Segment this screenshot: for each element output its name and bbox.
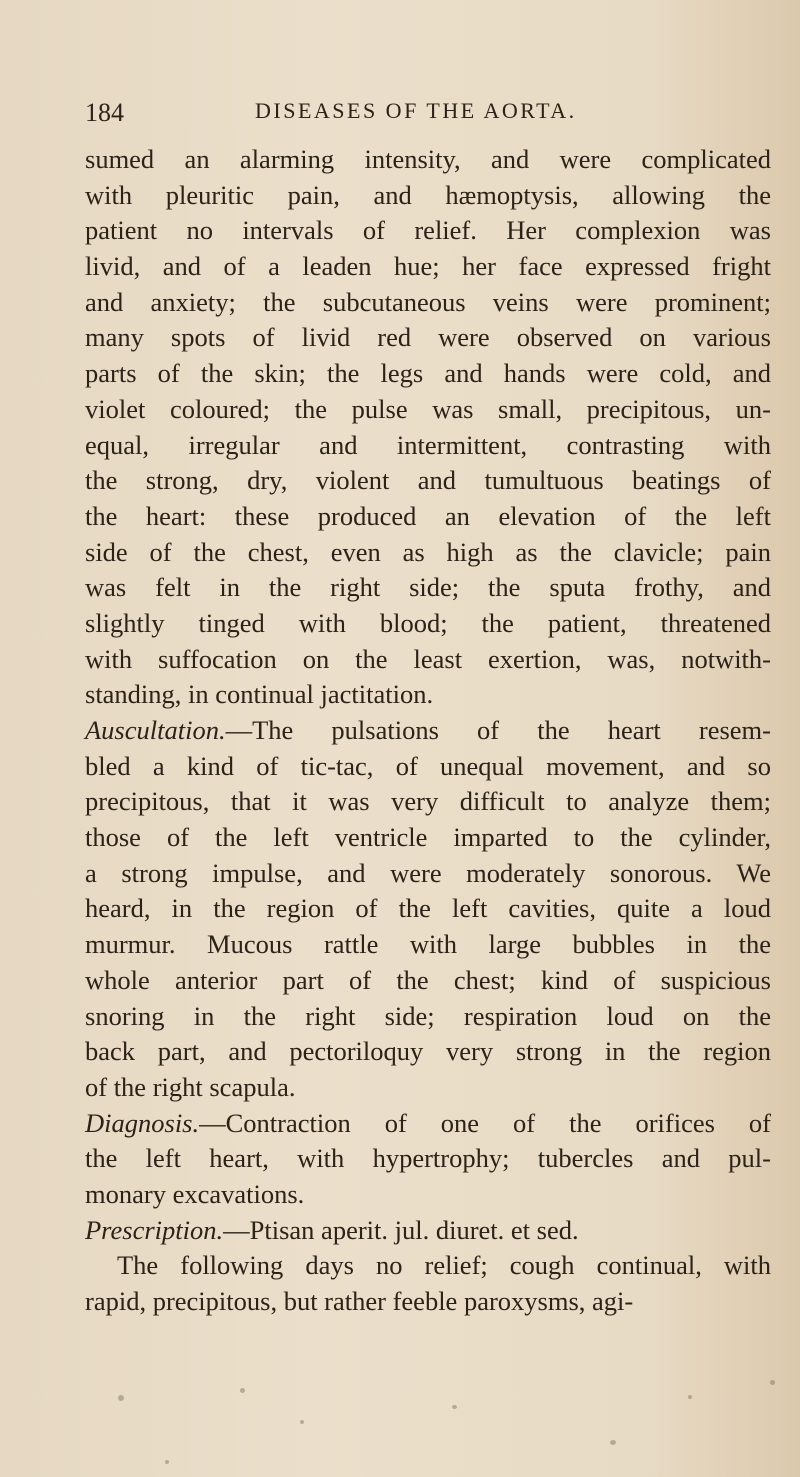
- line-text: the heart: these produced an elevation of the left: [85, 500, 771, 531]
- line-text: patient no intervals of relief. Her complexion was: [85, 215, 771, 246]
- line-text: with pleuritic pain, and hæmoptysis, allowing the: [85, 179, 771, 210]
- line-text: whole anterior part of the chest; kind of suspicious: [85, 964, 771, 995]
- line-text: of the right scapula.: [85, 1071, 296, 1102]
- paper-speck: [688, 1395, 692, 1399]
- line-text: bled a kind of tic-tac, of unequal movement, and so: [85, 750, 771, 781]
- text-line: [85, 285, 771, 321]
- paper-speck: [610, 1440, 616, 1445]
- page-header: [85, 98, 585, 138]
- line-text: snoring in the right side; respiration loud on the: [85, 1000, 771, 1031]
- text-line: [85, 320, 771, 356]
- line-text: monary excavations.: [85, 1178, 305, 1209]
- section-heading: Diagnosis.: [85, 1107, 200, 1138]
- text-line: [85, 677, 771, 713]
- page-number: 184: [85, 98, 124, 127]
- line-text: heard, in the region of the left cavities, quite a loud: [85, 893, 771, 924]
- text-line: [85, 749, 771, 785]
- line-text: The following days no relief; cough continual, with: [117, 1250, 771, 1281]
- section-heading: Auscultation.: [85, 715, 226, 745]
- text-line: [85, 927, 771, 963]
- line-text: the left heart, with hypertrophy; tubercles and pul-: [85, 1143, 771, 1174]
- line-text: equal, irregular and intermittent, contrasting with: [85, 429, 771, 460]
- line-text: with suffocation on the least exertion, was, notwith-: [85, 643, 771, 674]
- line-text: livid, and of a leaden hue; her face expressed fright: [85, 251, 771, 282]
- text-line: [85, 428, 771, 464]
- line-text: —The pulsations of the heart resem-: [225, 715, 771, 745]
- text-line: [85, 570, 771, 606]
- text-line: [85, 1070, 771, 1106]
- line-text: the strong, dry, violent and tumultuous beatings of: [85, 465, 771, 496]
- line-text: back part, and pectoriloquy very strong in the region: [85, 1036, 771, 1067]
- text-line: [85, 142, 771, 178]
- line-text: sumed an alarming intensity, and were complicated: [85, 144, 771, 174]
- text-line: [85, 642, 771, 678]
- text-line: [85, 891, 771, 927]
- text-line: [85, 1213, 771, 1249]
- text-line: [85, 713, 771, 749]
- text-line: [85, 856, 771, 892]
- text-line: [85, 463, 771, 499]
- text-line: [85, 178, 771, 214]
- paper-speck: [770, 1380, 775, 1385]
- text-line: [85, 213, 771, 249]
- text-line: [85, 820, 771, 856]
- line-text: was felt in the right side; the sputa frothy, and: [85, 572, 771, 603]
- text-line: [85, 1248, 771, 1284]
- line-text: many spots of livid red were observed on various: [85, 322, 771, 353]
- text-line: [85, 784, 771, 820]
- section-heading: Prescription.: [85, 1214, 224, 1245]
- line-text: precipitous, that it was very difficult to analyze them;: [85, 786, 771, 817]
- text-line: [85, 392, 771, 428]
- text-line: [85, 1177, 771, 1213]
- text-line: [85, 499, 771, 535]
- text-line: [85, 1284, 771, 1320]
- text-line: [85, 249, 771, 285]
- text-line: [85, 535, 771, 571]
- running-head: DISEASES OF THE AORTA.: [255, 98, 577, 123]
- paper-speck: [118, 1395, 124, 1401]
- text-line: [85, 1106, 771, 1142]
- line-text: standing, in continual jactitation.: [85, 679, 434, 710]
- line-text: a strong impulse, and were moderately sonorous. We: [85, 857, 771, 888]
- text-line: [85, 356, 771, 392]
- line-text: violet coloured; the pulse was small, precipitous, un-: [85, 393, 771, 424]
- paper-speck: [240, 1388, 245, 1393]
- line-text: and anxiety; the subcutaneous veins were prominent;: [85, 286, 771, 317]
- line-text: —Ptisan aperit. jul. diuret. et sed.: [223, 1214, 579, 1245]
- text-line: [85, 963, 771, 999]
- paper-speck: [300, 1420, 304, 1424]
- paper-speck: [165, 1460, 169, 1464]
- paper-speck: [452, 1405, 457, 1409]
- line-text: slightly tinged with blood; the patient, threatened: [85, 607, 771, 638]
- text-line: [85, 606, 771, 642]
- line-text: rapid, precipitous, but rather feeble paroxysms, agi-: [85, 1286, 634, 1316]
- text-line: [85, 1141, 771, 1177]
- line-text: side of the chest, even as high as the clavicle; pain: [85, 536, 771, 567]
- text-line: [85, 1034, 771, 1070]
- text-line: [85, 999, 771, 1035]
- line-text: parts of the skin; the legs and hands were cold, and: [85, 358, 771, 389]
- line-text: —Contraction of one of the orifices of: [199, 1107, 771, 1138]
- line-text: those of the left ventricle imparted to the cylinder,: [85, 822, 771, 853]
- line-text: murmur. Mucous rattle with large bubbles in the: [85, 929, 771, 960]
- body-text: [85, 142, 771, 1320]
